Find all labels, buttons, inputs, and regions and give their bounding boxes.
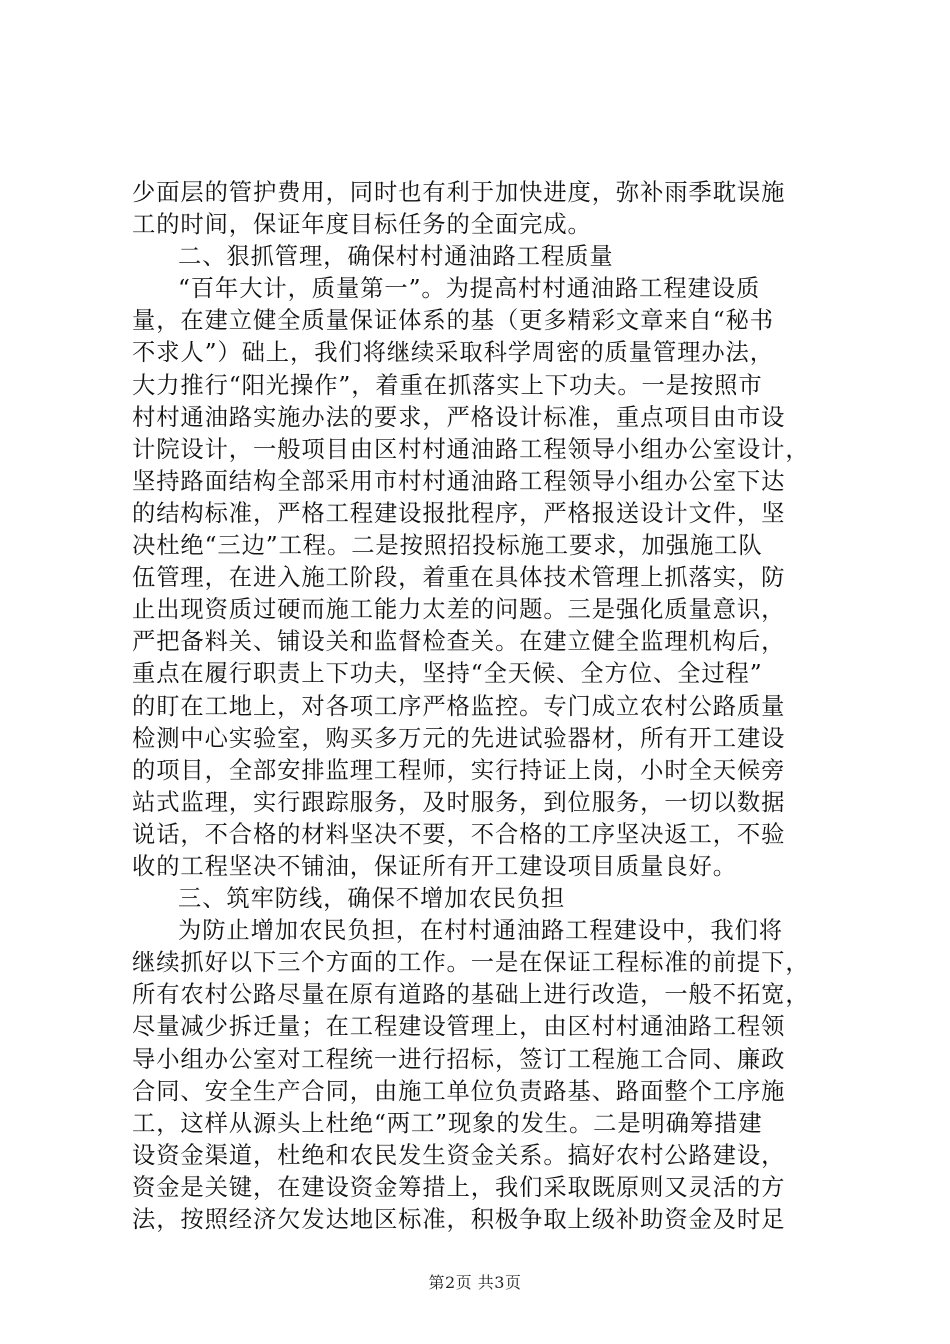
text-line: 尽量减少拆迁量；在工程建设管理上，由区村村通油路工程领	[132, 1013, 786, 1041]
text-line: 不求人”）础上，我们将继续采取科学周密的质量管理办法，	[132, 339, 774, 367]
text-line: 大力推行“阳光操作”，着重在抓落实上下功夫。一是按照市	[132, 371, 763, 399]
text-line: 设资金渠道，杜绝和农民发生资金关系。搞好农村公路建设，	[132, 1141, 786, 1169]
text-line: 工的时间，保证年度目标任务的全面完成。	[132, 211, 592, 239]
text-line: 检测中心实验室，购买多万元的先进试验器材，所有开工建设	[132, 724, 786, 752]
text-line: 伍管理，在进入施工阶段，着重在具体技术管理上抓落实，防	[132, 564, 786, 592]
text-line: 二、狠抓管理，确保村村通油路工程质量	[178, 243, 614, 271]
text-line: 站式监理，实行跟踪服务，及时服务，到位服务，一切以数据	[132, 788, 786, 816]
body-text	[132, 177, 832, 1236]
text-line: 决杜绝“三边”工程。二是按照招投标施工要求，加强施工队	[132, 532, 763, 560]
text-line: 法，按照经济欠发达地区标准，积极争取上级补助资金及时足	[132, 1206, 786, 1233]
text-line: 所有农村公路尽量在原有道路的基础上进行改造，一般不拓宽，	[132, 981, 810, 1009]
text-line: 严把备料关、铺设关和监督检查关。在建立健全监理机构后，	[132, 628, 786, 656]
text-line: 继续抓好以下三个方面的工作。一是在保证工程标准的前提下，	[132, 949, 810, 977]
text-line: 的结构标准，严格工程建设报批程序，严格报送设计文件，坚	[132, 499, 786, 527]
text-line: 收的工程坚决不铺油，保证所有开工建设项目质量良好。	[132, 852, 737, 880]
text-line: 工，这样从源头上杜绝“两工”现象的发生。二是明确筹措建	[132, 1109, 763, 1137]
text-line: 计院设计，一般项目由区村村通油路工程领导小组办公室设计，	[132, 435, 810, 463]
text-line: 导小组办公室对工程统一进行招标，签订工程施工合同、廉政	[132, 1045, 786, 1073]
text-line: 合同、安全生产合同，由施工单位负责路基、路面整个工序施	[132, 1077, 786, 1105]
text-line: 量，在建立健全质量保证体系的基（更多精彩文章来自“秘书	[132, 307, 774, 335]
text-line: 的盯在工地上，对各项工序严格监控。专门成立农村公路质量	[132, 692, 786, 720]
text-line: 坚持路面结构全部采用市村村通油路工程领导小组办公室下达	[132, 467, 786, 495]
text-line: 的项目，全部安排监理工程师，实行持证上岗，小时全天候旁	[132, 756, 786, 784]
text-line: 说话，不合格的材料坚决不要，不合格的工序坚决返工，不验	[132, 820, 786, 848]
page-footer: 第2页 共3页	[428, 1273, 522, 1292]
text-line: 为防止增加农民负担，在村村通油路工程建设中，我们将	[178, 917, 783, 945]
text-line: 重点在履行职责上下功夫，坚持“全天候、全方位、全过程”	[132, 660, 763, 688]
text-line: 村村通油路实施办法的要求，严格设计标准，重点项目由市设	[132, 403, 786, 431]
text-line: “百年大计，质量第一”。为提高村村通油路工程建设质	[178, 275, 761, 303]
text-line: 三、筑牢防线，确保不增加农民负担	[178, 885, 566, 913]
text-line: 止出现资质过硬而施工能力太差的问题。三是强化质量意识，	[132, 596, 786, 624]
text-line: 少面层的管护费用，同时也有利于加快进度，弥补雨季耽误施	[132, 179, 786, 206]
text-line: 资金是关键，在建设资金筹措上，我们采取既原则又灵活的方	[132, 1173, 786, 1201]
